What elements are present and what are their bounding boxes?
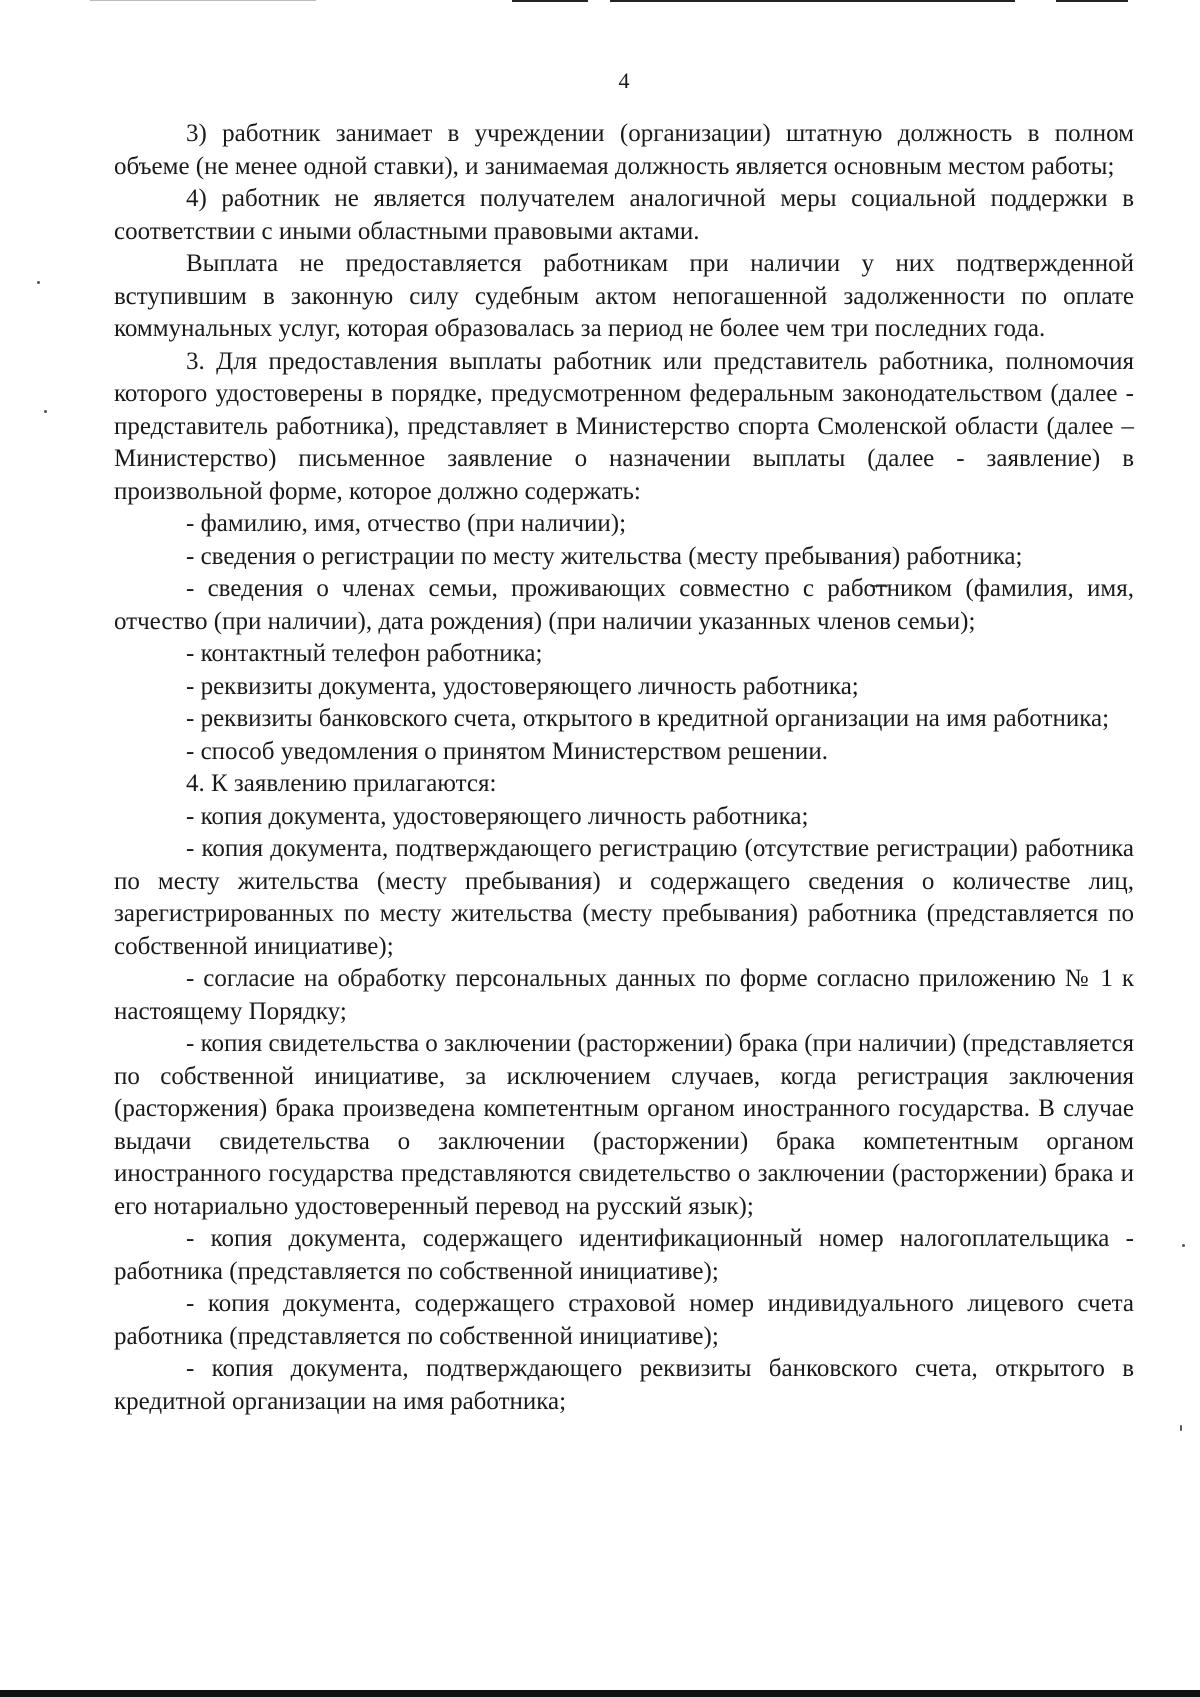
scan-speck [1182,1244,1185,1247]
list-item: - копия свидетельства о заключении (расторжении) брака (при наличии) (представляется по собственной инициативе, за исключением случаев, когда регистрация заключения (расторжения) брака произведена компетентным органом иностранного государства. В случае выдачи свидетельства о заключении (расторжении) брака компетентным органом иностранного государства представляются свидетельство о заключении (расторжении) брака и его нотариально удостоверенный перевод на русский язык); [114,1030,1134,1220]
list-item: - фамилию, имя, отчество (при наличии); [186,510,627,537]
list-item: - согласие на обработку персональных данных по форме согласно приложению № 1 к настоящему Порядку; [114,965,1134,1025]
list-item: - контактный телефон работника; [186,640,543,667]
scan-speck [1180,1425,1182,1431]
list-item: - копия документа, содержащего идентификационный номер налогоплательщика - работника (представляется по собственной инициативе); [114,1225,1134,1285]
list-item: - сведения о членах семьи, проживающих совместно с работником (фамилия, имя, отчество (при наличии), дата рождения) (при наличии указанных членов семьи); [114,575,1134,635]
scan-speck [44,410,47,413]
paragraph-section-4: 4. К заявлению прилагаются: [186,770,497,797]
list-item: - копия документа, подтверждающего реквизиты банковского счета, открытого в кредитной организации на имя работника; [114,1355,1134,1415]
page-number: 4 [618,68,630,93]
paragraph-section-3: 3. Для предоставления выплаты работник или представитель работника, полномочия которого удостоверены в порядке, предусмотренном федеральным законодательством (далее - представитель работника), представляет в Министерство спорта Смоленской области (далее – Министерство) письменное заявление о назначении выплаты (далее - заявление) в произвольной форме, которое должно содержать: [114,347,1134,505]
scan-artifact-top-rule [610,0,1015,2]
scan-speck [37,281,40,284]
list-item: - копия документа, удостоверяющего личность работника; [186,802,809,830]
scan-artifact-top-rule [512,0,588,2]
document-body [114,118,1134,1418]
list-item: - копия документа, подтверждающего регистрацию (отсутствие регистрации) работника по месту жительства (месту пребывания) и содержащего сведения о количестве лиц, зарегистрированных по месту жительства (месту пребывания) работника (представляется по собственной инициативе); [114,835,1134,960]
list-item: - реквизиты документа, удостоверяющего личность работника; [186,672,859,700]
paragraph-item-4: 4) работник не является получателем аналогичной меры социальной поддержки в соответствии с иными областными правовыми актами. [114,185,1134,245]
paragraph-exclusion: Выплата не предоставляется работникам при наличии у них подтвержденной вступившим в законную силу судебным актом непогашенной задолженности по оплате коммунальных услуг, которая образовалась за период не более чем три последних года. [114,250,1134,342]
scan-artifact-top-left [90,0,316,1]
list-item: - копия документа, содержащего страховой номер индивидуального лицевого счета работника (представляется по собственной инициативе); [114,1290,1134,1350]
scan-artifact-top-rule [1056,0,1128,2]
list-item: - реквизиты банковского счета, открытого в кредитной организации на имя работника; [186,705,1110,732]
list-item: - сведения о регистрации по месту жительства (месту пребывания) работника; [186,542,1023,570]
scan-artifact-bottom-band [0,1690,1200,1697]
paragraph-item-3: 3) работник занимает в учреждении (организации) штатную должность в полном объеме (не менее одной ставки), и занимаемая должность является основным местом работы; [114,120,1134,180]
list-item: - способ уведомления о принятом Министерством решении. [186,737,828,765]
